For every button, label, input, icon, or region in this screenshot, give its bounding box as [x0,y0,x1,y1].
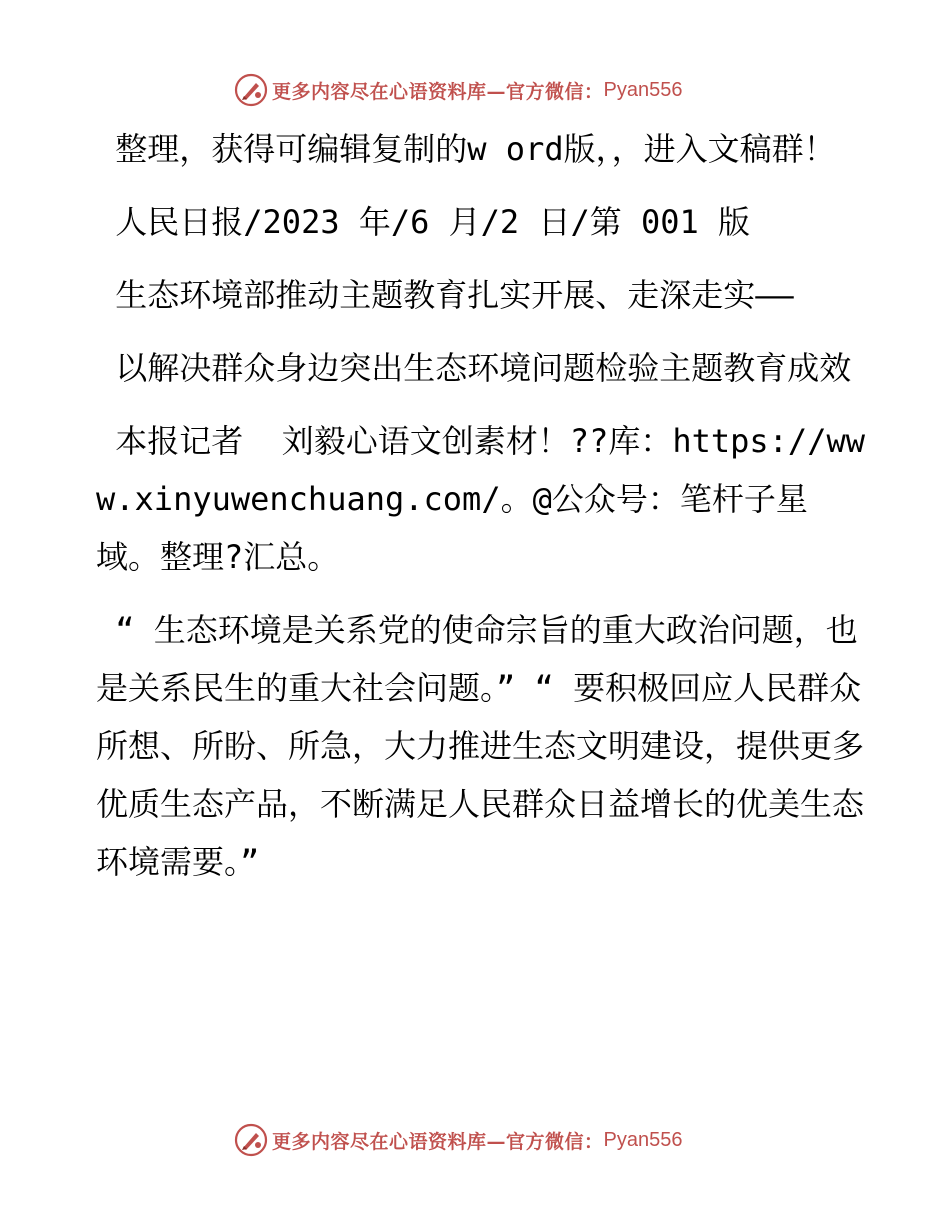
banner-wechat-id: Pyan556 [603,78,683,101]
byline-paragraph: 本报记者 刘毅心语文创素材！??库：https://www.xinyuwenchuang.com/。@公众号：笔杆子星域。整理?汇总。 [96,422,865,576]
article-body [96,120,866,891]
quote-paragraph: “ 生态环境是关系党的使命宗旨的重大政治问题，也是关系民生的重大社会问题。” “ 要积极回应人民群众所想、所盼、所急，大力推进生态文明建设，提供更多优质生态产品，不断满足人民群众日益增长的优美生态环境需要。” [96,611,865,881]
pen-logo-icon [234,1123,268,1157]
header-banner [234,70,714,110]
source-line: 人民日报/2023 年/6 月/2 日/第 001 版 [96,203,751,241]
pen-logo-icon [234,73,268,107]
intro-paragraph: 整理，获得可编辑复制的w ord版，，进入文稿群！ [96,130,836,168]
banner-text: 更多内容尽在心语资料库—官方微信： [272,80,604,103]
subheadline: 以解决群众身边突出生态环境问题检验主题教育成效 [96,349,852,387]
banner-wechat-id: Pyan556 [603,1128,683,1151]
headline: 生态环境部推动主题教育扎实开展、走深走实—— [96,276,794,314]
footer-banner [234,1120,714,1160]
banner-text: 更多内容尽在心语资料库—官方微信： [272,1130,604,1153]
